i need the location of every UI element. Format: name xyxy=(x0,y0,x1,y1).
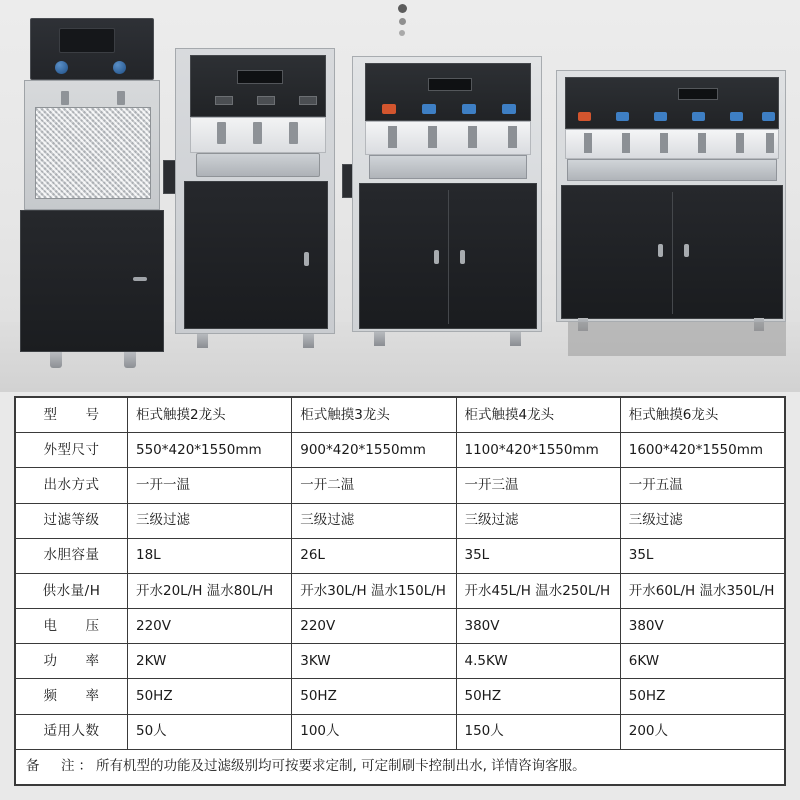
product-image-machine-6-tap xyxy=(556,70,786,340)
machine3-cabinet-handle-right xyxy=(460,250,465,264)
machine1-leg-left xyxy=(50,352,62,368)
carousel-dot-2-icon[interactable] xyxy=(399,18,406,25)
row-value: 4.5KW xyxy=(456,644,620,679)
machine4-display-screen xyxy=(678,88,718,100)
row-label: 水胆容量 xyxy=(16,538,128,573)
row-value: 200人 xyxy=(620,714,784,749)
carousel-dot-1-icon[interactable] xyxy=(398,4,407,13)
table-row xyxy=(16,714,785,749)
note-label: 备 注： xyxy=(26,758,96,775)
specification-table xyxy=(15,397,785,785)
row-value: 380V xyxy=(456,609,620,644)
carousel-dots[interactable] xyxy=(396,4,408,48)
row-value: 900*420*1550mm xyxy=(292,433,456,468)
machine4-faucet-bar xyxy=(565,129,779,159)
machine3-frame xyxy=(352,56,542,332)
machine3-display-screen xyxy=(428,78,472,91)
row-value: 开水30L/H 温水150L/H xyxy=(292,573,456,608)
machine1-button-row xyxy=(51,61,135,73)
machine2-faucet-3-icon xyxy=(289,122,298,144)
machine4-ground-shadow xyxy=(568,322,786,356)
row-value: 柜式触摸3龙头 xyxy=(292,398,456,433)
row-value: 三级过滤 xyxy=(128,503,292,538)
table-row xyxy=(16,433,785,468)
row-value: 35L xyxy=(620,538,784,573)
row-label: 供水量/H xyxy=(16,573,128,608)
product-image-machine-3-tap xyxy=(175,48,335,348)
row-value: 18L xyxy=(128,538,292,573)
table-row xyxy=(16,468,785,503)
carousel-dot-3-icon[interactable] xyxy=(399,30,405,36)
machine3-indicator-warm-1-icon xyxy=(422,104,436,114)
machine4-faucet-2-icon xyxy=(622,133,630,153)
machine3-faucet-1-icon xyxy=(388,126,397,148)
row-value: 开水20L/H 温水80L/H xyxy=(128,573,292,608)
machine2-faucet-1-icon xyxy=(217,122,226,144)
row-value: 三级过滤 xyxy=(292,503,456,538)
row-value: 50HZ xyxy=(128,679,292,714)
row-value: 三级过滤 xyxy=(620,503,784,538)
product-image-machine-2-tap xyxy=(16,18,168,368)
machine1-cabinet-handle xyxy=(133,277,147,281)
row-value: 柜式触摸4龙头 xyxy=(456,398,620,433)
machine1-tap-button-2-icon xyxy=(113,61,126,74)
table-note-row xyxy=(16,749,785,784)
row-value: 550*420*1550mm xyxy=(128,433,292,468)
row-value: 一开一温 xyxy=(128,468,292,503)
machine1-dispense-area xyxy=(24,80,160,210)
machine4-cabinet-handle-left xyxy=(658,244,663,257)
row-value: 一开五温 xyxy=(620,468,784,503)
row-value: 50HZ xyxy=(456,679,620,714)
machine2-drip-tray xyxy=(196,153,320,177)
row-value: 50HZ xyxy=(292,679,456,714)
machine4-frame xyxy=(556,70,786,322)
machine2-tap-button-2-icon xyxy=(257,96,275,105)
machine4-indicator-warm-1-icon xyxy=(616,112,629,121)
row-value: 35L xyxy=(456,538,620,573)
row-value: 开水60L/H 温水350L/H xyxy=(620,573,784,608)
machine4-faucet-5-icon xyxy=(736,133,744,153)
machine4-indicator-warm-5-icon xyxy=(762,112,775,121)
row-value: 380V xyxy=(620,609,784,644)
table-row xyxy=(16,538,785,573)
machine1-upper-panel xyxy=(30,18,154,80)
machine3-cabinet-handle-left xyxy=(434,250,439,264)
machine1-faucet-1-icon xyxy=(61,91,69,105)
table-row xyxy=(16,503,785,538)
machine2-faucet-bar xyxy=(190,117,326,153)
row-value: 柜式触摸2龙头 xyxy=(128,398,292,433)
machine1-drip-mesh xyxy=(35,107,151,199)
specification-table-container xyxy=(14,396,786,786)
machine4-indicator-warm-3-icon xyxy=(692,112,705,121)
machine2-cabinet xyxy=(184,181,328,329)
machine1-tap-button-1-icon xyxy=(55,61,68,74)
note-text: 所有机型的功能及过滤级别均可按要求定制, 可定制刷卡控制出水, 详情咨询客服。 xyxy=(96,758,586,775)
machine2-frame xyxy=(175,48,335,334)
machine3-leg-left xyxy=(374,332,385,346)
machine4-indicator-warm-2-icon xyxy=(654,112,667,121)
machine3-indicator-warm-3-icon xyxy=(502,104,516,114)
row-value: 1600*420*1550mm xyxy=(620,433,784,468)
machine2-tap-button-3-icon xyxy=(299,96,317,105)
row-value: 三级过滤 xyxy=(456,503,620,538)
table-row xyxy=(16,609,785,644)
machine2-upper-panel xyxy=(190,55,326,117)
machine1-cabinet xyxy=(20,210,164,352)
row-value: 220V xyxy=(128,609,292,644)
row-value: 50HZ xyxy=(620,679,784,714)
row-value: 3KW xyxy=(292,644,456,679)
machine4-cabinet-door-split xyxy=(672,192,673,314)
machine4-drip-tray xyxy=(567,159,777,181)
machine3-faucet-4-icon xyxy=(508,126,517,148)
row-value: 柜式触摸6龙头 xyxy=(620,398,784,433)
machine3-indicator-hot-icon xyxy=(382,104,396,114)
table-row xyxy=(16,573,785,608)
row-value: 220V xyxy=(292,609,456,644)
row-value: 1100*420*1550mm xyxy=(456,433,620,468)
machine3-leg-right xyxy=(510,332,521,346)
row-label: 电 压 xyxy=(16,609,128,644)
machine2-tap-button-1-icon xyxy=(215,96,233,105)
product-photo-area xyxy=(0,0,800,392)
row-value: 6KW xyxy=(620,644,784,679)
machine2-leg-right xyxy=(303,334,314,348)
table-row xyxy=(16,679,785,714)
machine2-display-screen xyxy=(237,70,283,84)
row-value: 一开二温 xyxy=(292,468,456,503)
row-value: 50人 xyxy=(128,714,292,749)
table-row xyxy=(16,644,785,679)
note-cell xyxy=(16,749,785,784)
machine4-faucet-6-icon xyxy=(766,133,774,153)
machine3-faucet-2-icon xyxy=(428,126,437,148)
machine4-faucet-1-icon xyxy=(584,133,592,153)
row-label: 适用人数 xyxy=(16,714,128,749)
row-value: 2KW xyxy=(128,644,292,679)
row-value: 一开三温 xyxy=(456,468,620,503)
product-image-machine-4-tap xyxy=(352,56,542,346)
machine3-drip-tray xyxy=(369,155,527,179)
machine3-cabinet xyxy=(359,183,537,329)
row-label: 功 率 xyxy=(16,644,128,679)
machine4-cabinet xyxy=(561,185,783,319)
machine2-faucet-2-icon xyxy=(253,122,262,144)
row-value: 100人 xyxy=(292,714,456,749)
machine2-cabinet-handle xyxy=(304,252,309,266)
machine4-upper-panel xyxy=(565,77,779,129)
row-label: 外型尺寸 xyxy=(16,433,128,468)
machine3-cabinet-door-split xyxy=(448,190,449,324)
row-value: 150人 xyxy=(456,714,620,749)
row-label: 过滤等级 xyxy=(16,503,128,538)
table-row xyxy=(16,398,785,433)
machine4-faucet-4-icon xyxy=(698,133,706,153)
machine4-indicator-hot-icon xyxy=(578,112,591,121)
row-value: 26L xyxy=(292,538,456,573)
row-label: 出水方式 xyxy=(16,468,128,503)
machine1-leg-right xyxy=(124,352,136,368)
machine3-faucet-bar xyxy=(365,121,531,155)
machine3-faucet-3-icon xyxy=(468,126,477,148)
machine2-leg-left xyxy=(197,334,208,348)
machine1-display-screen xyxy=(59,28,115,53)
machine3-indicator-warm-2-icon xyxy=(462,104,476,114)
machine4-cabinet-handle-right xyxy=(684,244,689,257)
machine3-upper-panel xyxy=(365,63,531,121)
machine4-faucet-3-icon xyxy=(660,133,668,153)
machine1-faucet-2-icon xyxy=(117,91,125,105)
row-label: 型 号 xyxy=(16,398,128,433)
row-label: 频 率 xyxy=(16,679,128,714)
row-value: 开水45L/H 温水250L/H xyxy=(456,573,620,608)
machine4-indicator-warm-4-icon xyxy=(730,112,743,121)
